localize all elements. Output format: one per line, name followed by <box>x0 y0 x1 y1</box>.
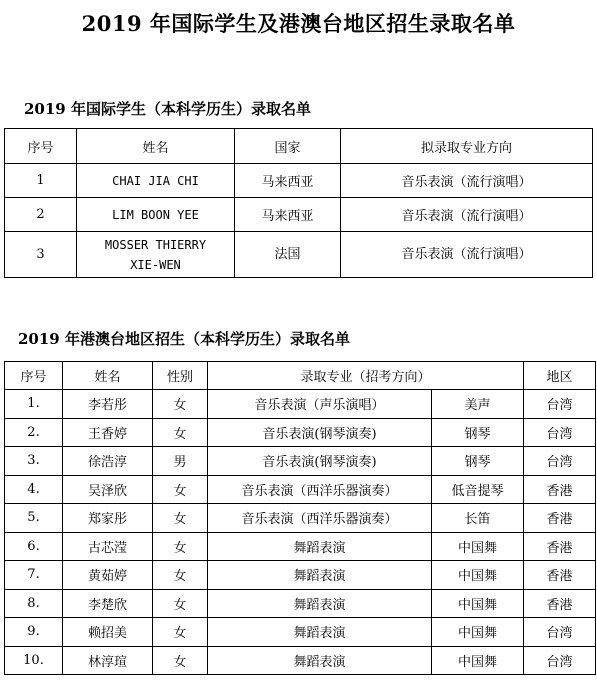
region-cell: 台湾 <box>524 418 596 447</box>
direction-cell: 钢琴 <box>432 447 524 476</box>
name-cell: 赖招美 <box>63 618 153 647</box>
table-row <box>5 390 596 419</box>
major-cell: 舞蹈表演 <box>208 646 432 675</box>
name-cell: CHAI JIA CHI <box>77 164 235 198</box>
table-row <box>5 561 596 590</box>
international-admission-table <box>4 128 593 278</box>
hk-macau-taiwan-admission-table <box>4 361 596 675</box>
region-cell: 台湾 <box>524 646 596 675</box>
serial-cell: 1 <box>5 164 77 198</box>
serial-cell: 7. <box>5 561 63 590</box>
gender-cell: 女 <box>153 475 208 504</box>
serial-cell: 6. <box>5 532 63 561</box>
region-cell: 香港 <box>524 561 596 590</box>
region-cell: 台湾 <box>524 447 596 476</box>
name-line: XIE-WEN <box>130 257 181 272</box>
major-cell: 音乐表演（流行演唱） <box>341 232 593 278</box>
table-header-row <box>5 129 593 164</box>
region-cell: 台湾 <box>524 618 596 647</box>
header-cell: 地区 <box>524 362 596 390</box>
gender-cell: 女 <box>153 532 208 561</box>
country-cell: 法国 <box>235 232 341 278</box>
name-cell: 李若彤 <box>63 390 153 419</box>
table-row <box>5 164 593 198</box>
name-cell: 李楚欣 <box>63 589 153 618</box>
gender-cell: 女 <box>153 646 208 675</box>
gender-cell: 女 <box>153 390 208 419</box>
serial-cell: 8. <box>5 589 63 618</box>
name-cell: 黄茹婷 <box>63 561 153 590</box>
region-cell: 台湾 <box>524 390 596 419</box>
name-cell: LIM BOON YEE <box>77 198 235 232</box>
name-cell: 郑家彤 <box>63 504 153 533</box>
major-cell: 音乐表演(钢琴演奏) <box>208 447 432 476</box>
direction-cell: 低音提琴 <box>432 475 524 504</box>
country-cell: 马来西亚 <box>235 164 341 198</box>
hk-macau-taiwan-section-title: 2019 年港澳台地区招生（本科学历生）录取名单 <box>18 330 350 348</box>
page-title: 2019 年国际学生及港澳台地区招生录取名单 <box>81 11 516 36</box>
gender-cell: 男 <box>153 447 208 476</box>
table-row <box>5 475 596 504</box>
direction-cell: 中国舞 <box>432 618 524 647</box>
gender-cell: 女 <box>153 589 208 618</box>
table-row <box>5 447 596 476</box>
table-row <box>5 589 596 618</box>
region-cell: 香港 <box>524 475 596 504</box>
direction-cell: 中国舞 <box>432 561 524 590</box>
direction-cell: 中国舞 <box>432 646 524 675</box>
country-cell: 马来西亚 <box>235 198 341 232</box>
name-cell: 徐浩淳 <box>63 447 153 476</box>
serial-cell: 1. <box>5 390 63 419</box>
major-cell: 音乐表演（流行演唱） <box>341 198 593 232</box>
serial-cell: 5. <box>5 504 63 533</box>
major-cell: 音乐表演（西洋乐器演奏） <box>208 475 432 504</box>
major-cell: 舞蹈表演 <box>208 618 432 647</box>
international-section-title: 2019 年国际学生（本科学历生）录取名单 <box>24 100 311 118</box>
table-row <box>5 532 596 561</box>
header-cell: 姓名 <box>63 362 153 390</box>
major-cell: 音乐表演(钢琴演奏) <box>208 418 432 447</box>
table-row <box>5 198 593 232</box>
table-row <box>5 618 596 647</box>
serial-cell: 2. <box>5 418 63 447</box>
serial-cell: 9. <box>5 618 63 647</box>
name-cell <box>77 232 235 278</box>
gender-cell: 女 <box>153 618 208 647</box>
serial-cell: 3. <box>5 447 63 476</box>
name-line: MOSSER THIERRY <box>104 237 207 252</box>
region-cell: 香港 <box>524 532 596 561</box>
major-cell: 舞蹈表演 <box>208 532 432 561</box>
name-cell: 王香婷 <box>63 418 153 447</box>
region-cell: 香港 <box>524 504 596 533</box>
table-row <box>5 646 596 675</box>
direction-cell: 美声 <box>432 390 524 419</box>
serial-cell: 3 <box>5 232 77 278</box>
major-cell: 音乐表演（声乐演唱） <box>208 390 432 419</box>
header-cell: 序号 <box>5 362 63 390</box>
direction-cell: 钢琴 <box>432 418 524 447</box>
gender-cell: 女 <box>153 561 208 590</box>
header-cell: 姓名 <box>77 129 235 164</box>
header-cell: 序号 <box>5 129 77 164</box>
table-row <box>5 418 596 447</box>
direction-cell: 长笛 <box>432 504 524 533</box>
table-row <box>5 232 593 278</box>
name-cell: 吴泽欣 <box>63 475 153 504</box>
gender-cell: 女 <box>153 504 208 533</box>
name-cell: 古芯滢 <box>63 532 153 561</box>
serial-cell: 2 <box>5 198 77 232</box>
major-cell: 音乐表演（西洋乐器演奏） <box>208 504 432 533</box>
table-row <box>5 504 596 533</box>
gender-cell: 女 <box>153 418 208 447</box>
name-cell: 林淳瑄 <box>63 646 153 675</box>
major-cell: 舞蹈表演 <box>208 589 432 618</box>
serial-cell: 10. <box>5 646 63 675</box>
header-cell: 性别 <box>153 362 208 390</box>
direction-cell: 中国舞 <box>432 589 524 618</box>
direction-cell: 中国舞 <box>432 532 524 561</box>
header-cell: 录取专业（招考方向） <box>208 362 524 390</box>
header-cell: 国家 <box>235 129 341 164</box>
major-cell: 音乐表演（流行演唱） <box>341 164 593 198</box>
hk-table-body <box>5 390 596 675</box>
serial-cell: 4. <box>5 475 63 504</box>
header-cell: 拟录取专业方向 <box>341 129 593 164</box>
major-cell: 舞蹈表演 <box>208 561 432 590</box>
region-cell: 香港 <box>524 589 596 618</box>
table-header-row <box>5 362 596 390</box>
